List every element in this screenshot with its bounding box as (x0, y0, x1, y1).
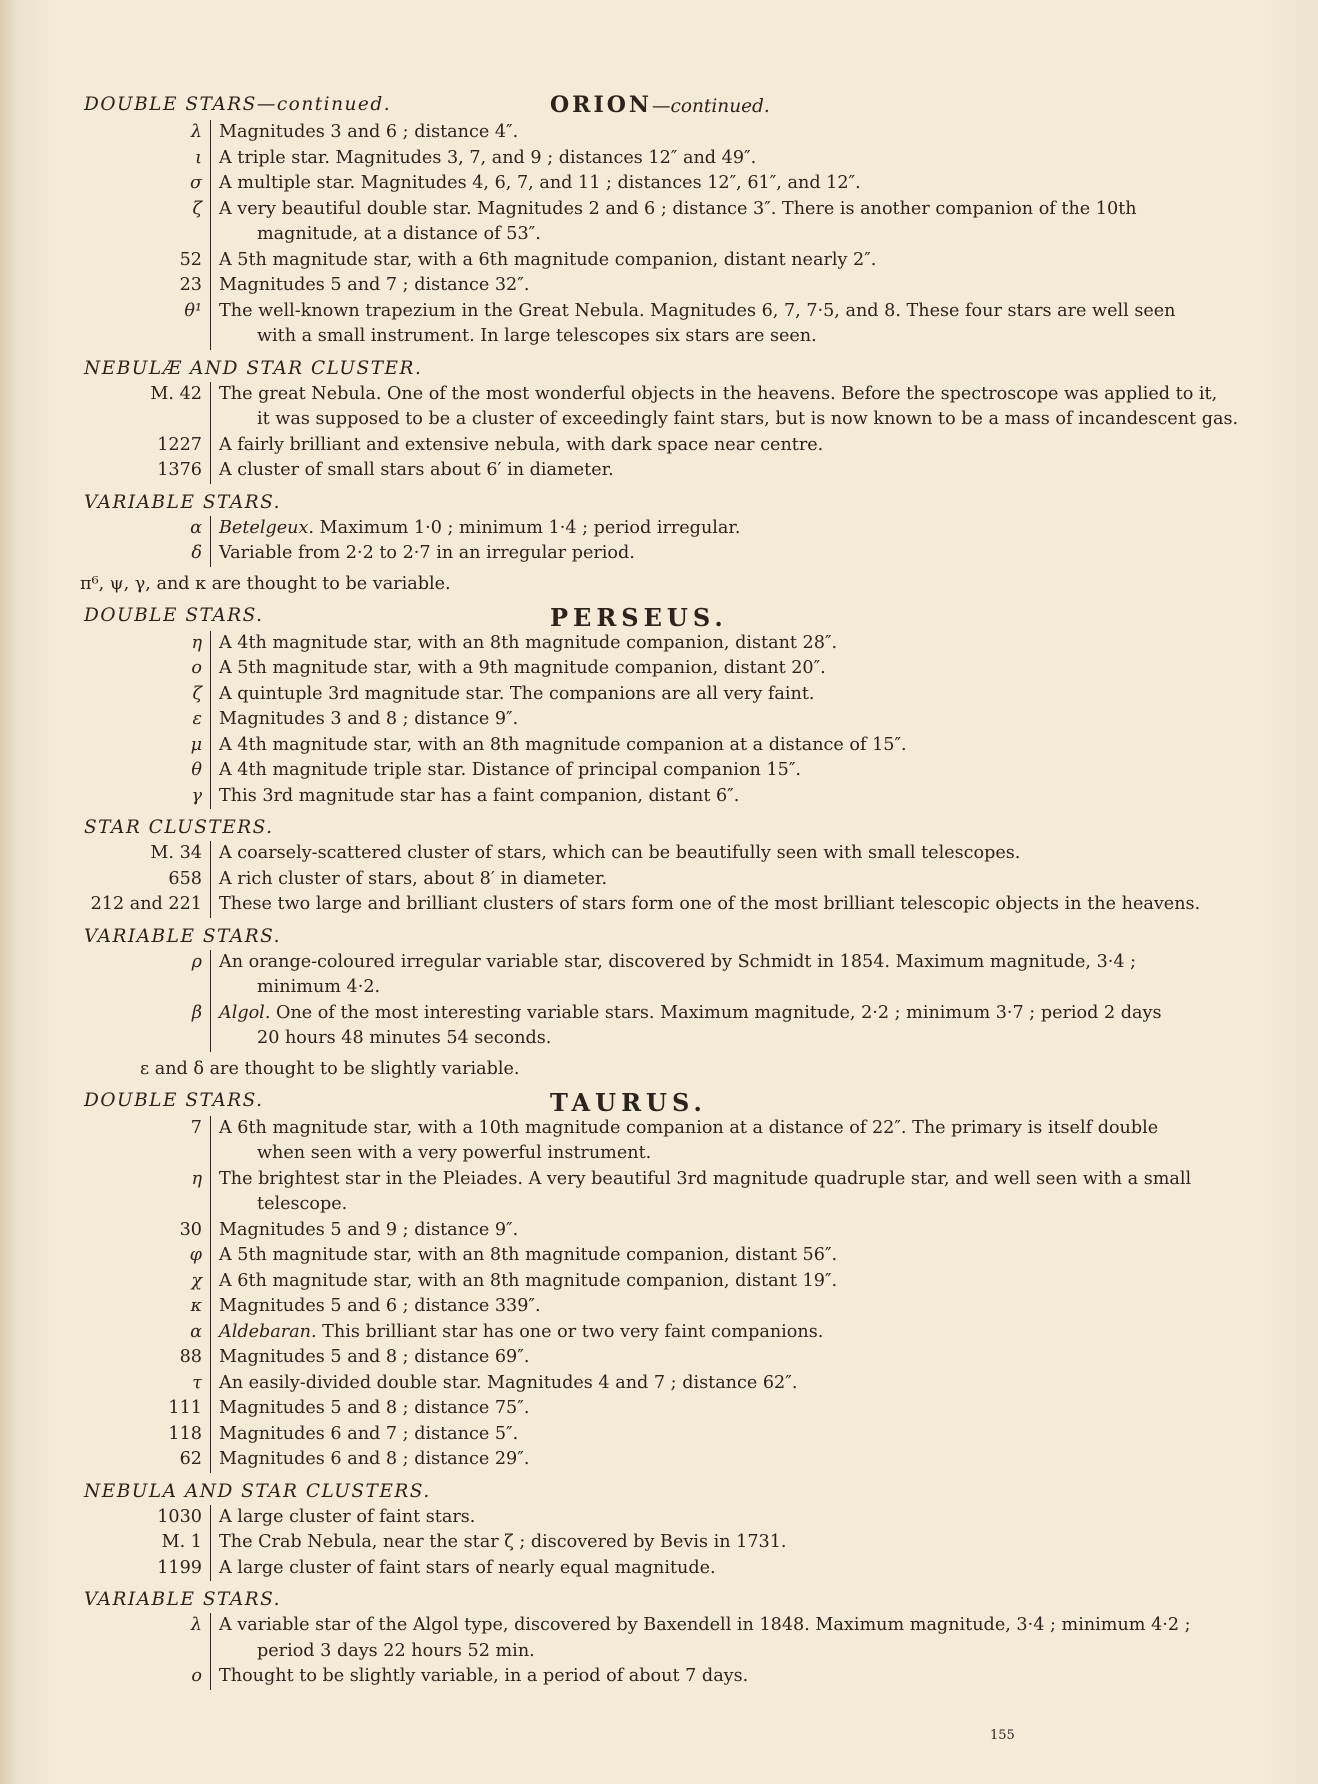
entry-text: Magnitudes 5 and 8 ; distance 75″. (219, 1398, 530, 1418)
constellation-name: ORION (550, 92, 653, 118)
entry-text: A quintuple 3rd magnitude star. The companions are all very faint. (219, 683, 815, 704)
entry-text: A triple star. Magnitudes 3, 7, and 9 ; distances 12″ and 49″. (219, 147, 757, 168)
entry-text: A 4th magnitude star, with an 8th magnitude companion at a distance of 15″. (219, 734, 907, 755)
entry-description (210, 1664, 1250, 1690)
entry-text: An easily-divided double star. Magnitudes 4 and 7 ; distance 62″. (219, 1372, 798, 1393)
entry-key: ρ (191, 951, 202, 972)
entry-key: ι (195, 147, 202, 168)
entry-row (80, 1218, 1250, 1244)
orion-nebulae (80, 382, 1250, 484)
entry-description (210, 867, 1250, 893)
entry-row (80, 1530, 1250, 1556)
entry-text: A fairly brilliant and extensive nebula, with dark space near centre. (219, 434, 824, 455)
entry-key: η (191, 1168, 202, 1189)
entry-row (80, 1505, 1250, 1531)
entry-text: Variable from 2·2 to 2·7 in an irregular period. (219, 543, 635, 563)
taurus-variables (80, 1613, 1250, 1690)
category-label: VARIABLE STARS. (84, 925, 282, 947)
entry-description (210, 382, 1250, 433)
perseus-header (80, 603, 1250, 631)
entry-key: 1199 (157, 1557, 202, 1578)
entry-text: The well-known trapezium in the Great Nebula. Magnitudes 6, 7, 7·5, and 8. These four stars are well seen (219, 300, 1176, 321)
entry-description (210, 1371, 1250, 1397)
perseus-double-stars (80, 631, 1250, 810)
entry-text: A 4th magnitude star, with an 8th magnitude companion, distant 28″. (219, 632, 838, 653)
entry-description (210, 1396, 1250, 1422)
entry-row (80, 1613, 1250, 1664)
entry-text: A 5th magnitude star, with a 6th magnitude companion, distant nearly 2″. (219, 249, 877, 270)
entry-key: 118 (168, 1423, 202, 1444)
entry-description (210, 248, 1250, 274)
entry-key: 111 (168, 1398, 202, 1418)
entry-description (210, 733, 1250, 759)
entry-row (80, 631, 1250, 657)
entry-row (80, 1167, 1250, 1218)
entry-text: A 6th magnitude star, with an 8th magnitude companion, distant 19″. (219, 1270, 838, 1291)
orion-header (80, 92, 1250, 120)
entry-text: The great Nebula. One of the most wonderful objects in the heavens. Before the spectroscope was applied to it, (219, 383, 1218, 404)
entry-description (210, 631, 1250, 657)
entry-key: ε (192, 709, 202, 729)
entry-text: Magnitudes 5 and 9 ; distance 9″. (219, 1219, 519, 1240)
entry-key: ζ (192, 198, 202, 219)
entry-row (80, 382, 1250, 433)
entry-key: θ¹ (184, 300, 202, 321)
entry-description (210, 1530, 1250, 1556)
entry-row (80, 1447, 1250, 1473)
entry-text: Magnitudes 6 and 8 ; distance 29″. (219, 1449, 530, 1469)
entry-description (210, 1218, 1250, 1244)
entry-text: Magnitudes 5 and 8 ; distance 69″. (219, 1347, 530, 1367)
entry-text: A 4th magnitude triple star. Distance of principal companion 15″. (219, 760, 801, 780)
entry-text: A very beautiful double star. Magnitudes 2 and 6 ; distance 3″. There is another companion of the 10th (219, 198, 1137, 219)
entry-key: 658 (168, 868, 202, 889)
entry-row (80, 1345, 1250, 1371)
entry-row (80, 1001, 1250, 1052)
entry-row (80, 784, 1250, 810)
entry-text: A 6th magnitude star, with a 10th magnitude companion at a distance of 22″. The primary is itself double (219, 1117, 1159, 1138)
entry-row (80, 458, 1250, 484)
entry-description (210, 433, 1250, 459)
entry-key: M. 34 (150, 843, 202, 863)
entry-description (210, 541, 1250, 567)
entry-row (80, 733, 1250, 759)
entry-description (210, 1320, 1250, 1346)
entry-description (210, 1556, 1250, 1582)
entry-description (210, 1167, 1250, 1218)
entry-text-continued: 20 hours 48 minutes 54 seconds. (257, 1028, 552, 1048)
entry-description (210, 458, 1250, 484)
entry-text: These two large and brilliant clusters of stars form one of the most brilliant telescopic objects in the heavens. (219, 894, 1201, 914)
entry-row (80, 299, 1250, 350)
entry-text: Thought to be slightly variable, in a period of about 7 days. (219, 1666, 749, 1686)
entry-key: M. 1 (161, 1532, 202, 1552)
category-label: VARIABLE STARS. (84, 491, 282, 513)
entry-description (210, 656, 1250, 682)
entry-row (80, 171, 1250, 197)
entry-description (210, 707, 1250, 733)
entry-description (210, 950, 1250, 1001)
entry-row (80, 841, 1250, 867)
entry-description (210, 197, 1250, 248)
entry-text-continued: minimum 4·2. (257, 977, 381, 997)
entry-key: φ (189, 1245, 202, 1265)
entry-description (210, 146, 1250, 172)
entry-text: A 5th magnitude star, with a 9th magnitude companion, distant 20″. (219, 658, 826, 678)
entry-description (210, 516, 1250, 542)
entry-key: 1376 (157, 460, 202, 480)
entry-text: A large cluster of faint stars of nearly equal magnitude. (219, 1557, 716, 1578)
entry-row (80, 516, 1250, 542)
category-label: DOUBLE STARS—continued. (84, 94, 392, 115)
entry-text: Magnitudes 5 and 6 ; distance 339″. (219, 1296, 541, 1316)
entry-text: A cluster of small stars about 6′ in diameter. (219, 460, 614, 480)
entry-key: 1227 (157, 434, 202, 455)
entry-description (210, 120, 1250, 146)
entry-description (210, 841, 1250, 867)
entry-key: λ (190, 1615, 202, 1635)
variable-note: π⁶, ψ, γ, and κ are thought to be variable. (80, 573, 451, 594)
perseus-clusters (80, 841, 1250, 918)
entry-row (80, 892, 1250, 918)
star-name: Betelgeux. (219, 517, 314, 538)
entry-text: A multiple star. Magnitudes 4, 6, 7, and 11 ; distances 12″, 61″, and 12″. (219, 173, 861, 193)
entry-description (210, 758, 1250, 784)
entry-row (80, 1422, 1250, 1448)
entry-key: 52 (179, 249, 202, 270)
entry-text: A coarsely-scattered cluster of stars, which can be beautifully seen with small telescopes. (219, 843, 1021, 863)
entry-key: 88 (179, 1347, 202, 1367)
entry-description (210, 171, 1250, 197)
perseus-variables (80, 950, 1250, 1052)
entry-description (210, 784, 1250, 810)
entry-key: τ (192, 1372, 202, 1393)
entry-text-continued: when seen with a very powerful instrument. (257, 1143, 652, 1163)
entry-description (210, 1613, 1250, 1664)
entry-text: A large cluster of faint stars. (219, 1506, 476, 1527)
entry-key: 7 (190, 1117, 202, 1138)
entry-key: δ (191, 543, 202, 563)
entry-row (80, 197, 1250, 248)
entry-description (210, 273, 1250, 299)
entry-description (210, 1269, 1250, 1295)
entry-key: 1030 (157, 1506, 202, 1527)
entry-text: The Crab Nebula, near the star ζ ; discovered by Bevis in 1731. (219, 1532, 787, 1552)
entry-key: 23 (179, 275, 202, 295)
entry-key: ο (191, 658, 202, 678)
entry-key: 30 (179, 1219, 202, 1240)
variable-note: ε and δ are thought to be slightly variable. (140, 1058, 520, 1079)
entry-row (80, 1556, 1250, 1582)
entry-description (210, 1447, 1250, 1473)
entry-text: A variable star of the Algol type, discovered by Baxendell in 1848. Maximum magnitude, 3·4 ; minimum 4·2 ; (219, 1615, 1191, 1635)
entry-key: γ (191, 785, 202, 806)
orion-variables (80, 516, 1250, 567)
category-label: DOUBLE STARS. (84, 604, 264, 626)
entry-text: A 5th magnitude star, with an 8th magnitude companion, distant 56″. (219, 1245, 838, 1265)
entry-description (210, 1243, 1250, 1269)
entry-row (80, 758, 1250, 784)
entry-key: 62 (179, 1449, 202, 1469)
page-content (80, 92, 1250, 1694)
entry-text: This 3rd magnitude star has a faint companion, distant 6″. (219, 785, 740, 806)
category-label: NEBULÆ AND STAR CLUSTER. (84, 357, 423, 379)
entry-description (210, 1505, 1250, 1531)
entry-text: A rich cluster of stars, about 8′ in diameter. (219, 868, 608, 889)
page-number: 155 (990, 1728, 1015, 1743)
entry-text: This brilliant star has one or two very faint companions. (316, 1321, 824, 1342)
entry-text: An orange-coloured irregular variable star, discovered by Schmidt in 1854. Maximum magnitude, 3·4 ; (219, 951, 1137, 972)
entry-row (80, 682, 1250, 708)
entry-text-continued: it was supposed to be a cluster of exceedingly faint stars, but is now known to be a mass of incandescent gas. (257, 409, 1239, 429)
entry-key: α (190, 1321, 202, 1342)
entry-key: χ (191, 1270, 202, 1291)
entry-row (80, 1294, 1250, 1320)
entry-text-continued: magnitude, at a distance of 53″. (257, 224, 541, 244)
entry-key: ζ (192, 683, 202, 704)
entry-text: Magnitudes 5 and 7 ; distance 32″. (219, 275, 530, 295)
entry-description (210, 1345, 1250, 1371)
entry-row (80, 1371, 1250, 1397)
entry-description (210, 682, 1250, 708)
continued-label: —continued. (652, 96, 770, 117)
taurus-double-stars (80, 1116, 1250, 1473)
constellation-title (550, 92, 770, 118)
entry-row (80, 1320, 1250, 1346)
entry-description (210, 299, 1250, 350)
entry-key: α (190, 517, 202, 538)
entry-text: Magnitudes 3 and 8 ; distance 9″. (219, 709, 519, 729)
entry-row (80, 541, 1250, 567)
category-label: NEBULA AND STAR CLUSTERS. (84, 1480, 431, 1502)
category-label: VARIABLE STARS. (84, 1589, 282, 1610)
entry-row (80, 1116, 1250, 1167)
constellation-title: PERSEUS. (550, 602, 728, 632)
entry-row (80, 1269, 1250, 1295)
entry-key: β (191, 1002, 202, 1023)
constellation-title: TAURUS. (550, 1087, 707, 1117)
entry-text: Magnitudes 3 and 6 ; distance 4″. (219, 122, 519, 142)
entry-row (80, 248, 1250, 274)
entry-key: σ (189, 173, 202, 193)
taurus-nebula (80, 1505, 1250, 1582)
entry-description (210, 1001, 1250, 1052)
entry-text: One of the most interesting variable stars. Maximum magnitude, 2·2 ; minimum 3·7 ; period 2 days (270, 1002, 1162, 1023)
entry-row (80, 146, 1250, 172)
entry-row (80, 656, 1250, 682)
entry-text-continued: period 3 days 22 hours 52 min. (257, 1640, 535, 1661)
star-name: Aldebaran. (219, 1321, 317, 1342)
entry-description (210, 892, 1250, 918)
entry-text-continued: telescope. (257, 1194, 348, 1214)
entry-row (80, 1243, 1250, 1269)
entry-key: λ (190, 122, 202, 142)
entry-description (210, 1422, 1250, 1448)
entry-text: Magnitudes 6 and 7 ; distance 5″. (219, 1423, 519, 1444)
entry-text: Maximum 1·0 ; minimum 1·4 ; period irregular. (313, 517, 741, 538)
entry-row (80, 867, 1250, 893)
entry-key: μ (190, 734, 202, 755)
entry-key: ο (191, 1666, 202, 1686)
entry-text: The brightest star in the Pleiades. A very beautiful 3rd magnitude quadruple star, and well seen with a small (219, 1168, 1192, 1189)
category-label: STAR CLUSTERS. (84, 817, 274, 838)
taurus-header (80, 1088, 1250, 1116)
entry-row (80, 120, 1250, 146)
entry-row (80, 433, 1250, 459)
category-label: DOUBLE STARS. (84, 1089, 264, 1111)
entry-row (80, 273, 1250, 299)
entry-description (210, 1294, 1250, 1320)
entry-row (80, 707, 1250, 733)
entry-row (80, 1396, 1250, 1422)
entry-key: κ (190, 1296, 202, 1316)
entry-row (80, 1664, 1250, 1690)
entry-key: M. 42 (150, 383, 202, 404)
entry-row (80, 950, 1250, 1001)
entry-text-continued: with a small instrument. In large telescopes six stars are seen. (257, 326, 817, 346)
entry-key: 212 and 221 (90, 894, 202, 914)
orion-double-stars (80, 120, 1250, 350)
star-name: Algol. (219, 1002, 271, 1023)
entry-key: η (191, 632, 202, 653)
entry-key: θ (191, 760, 202, 780)
entry-description (210, 1116, 1250, 1167)
